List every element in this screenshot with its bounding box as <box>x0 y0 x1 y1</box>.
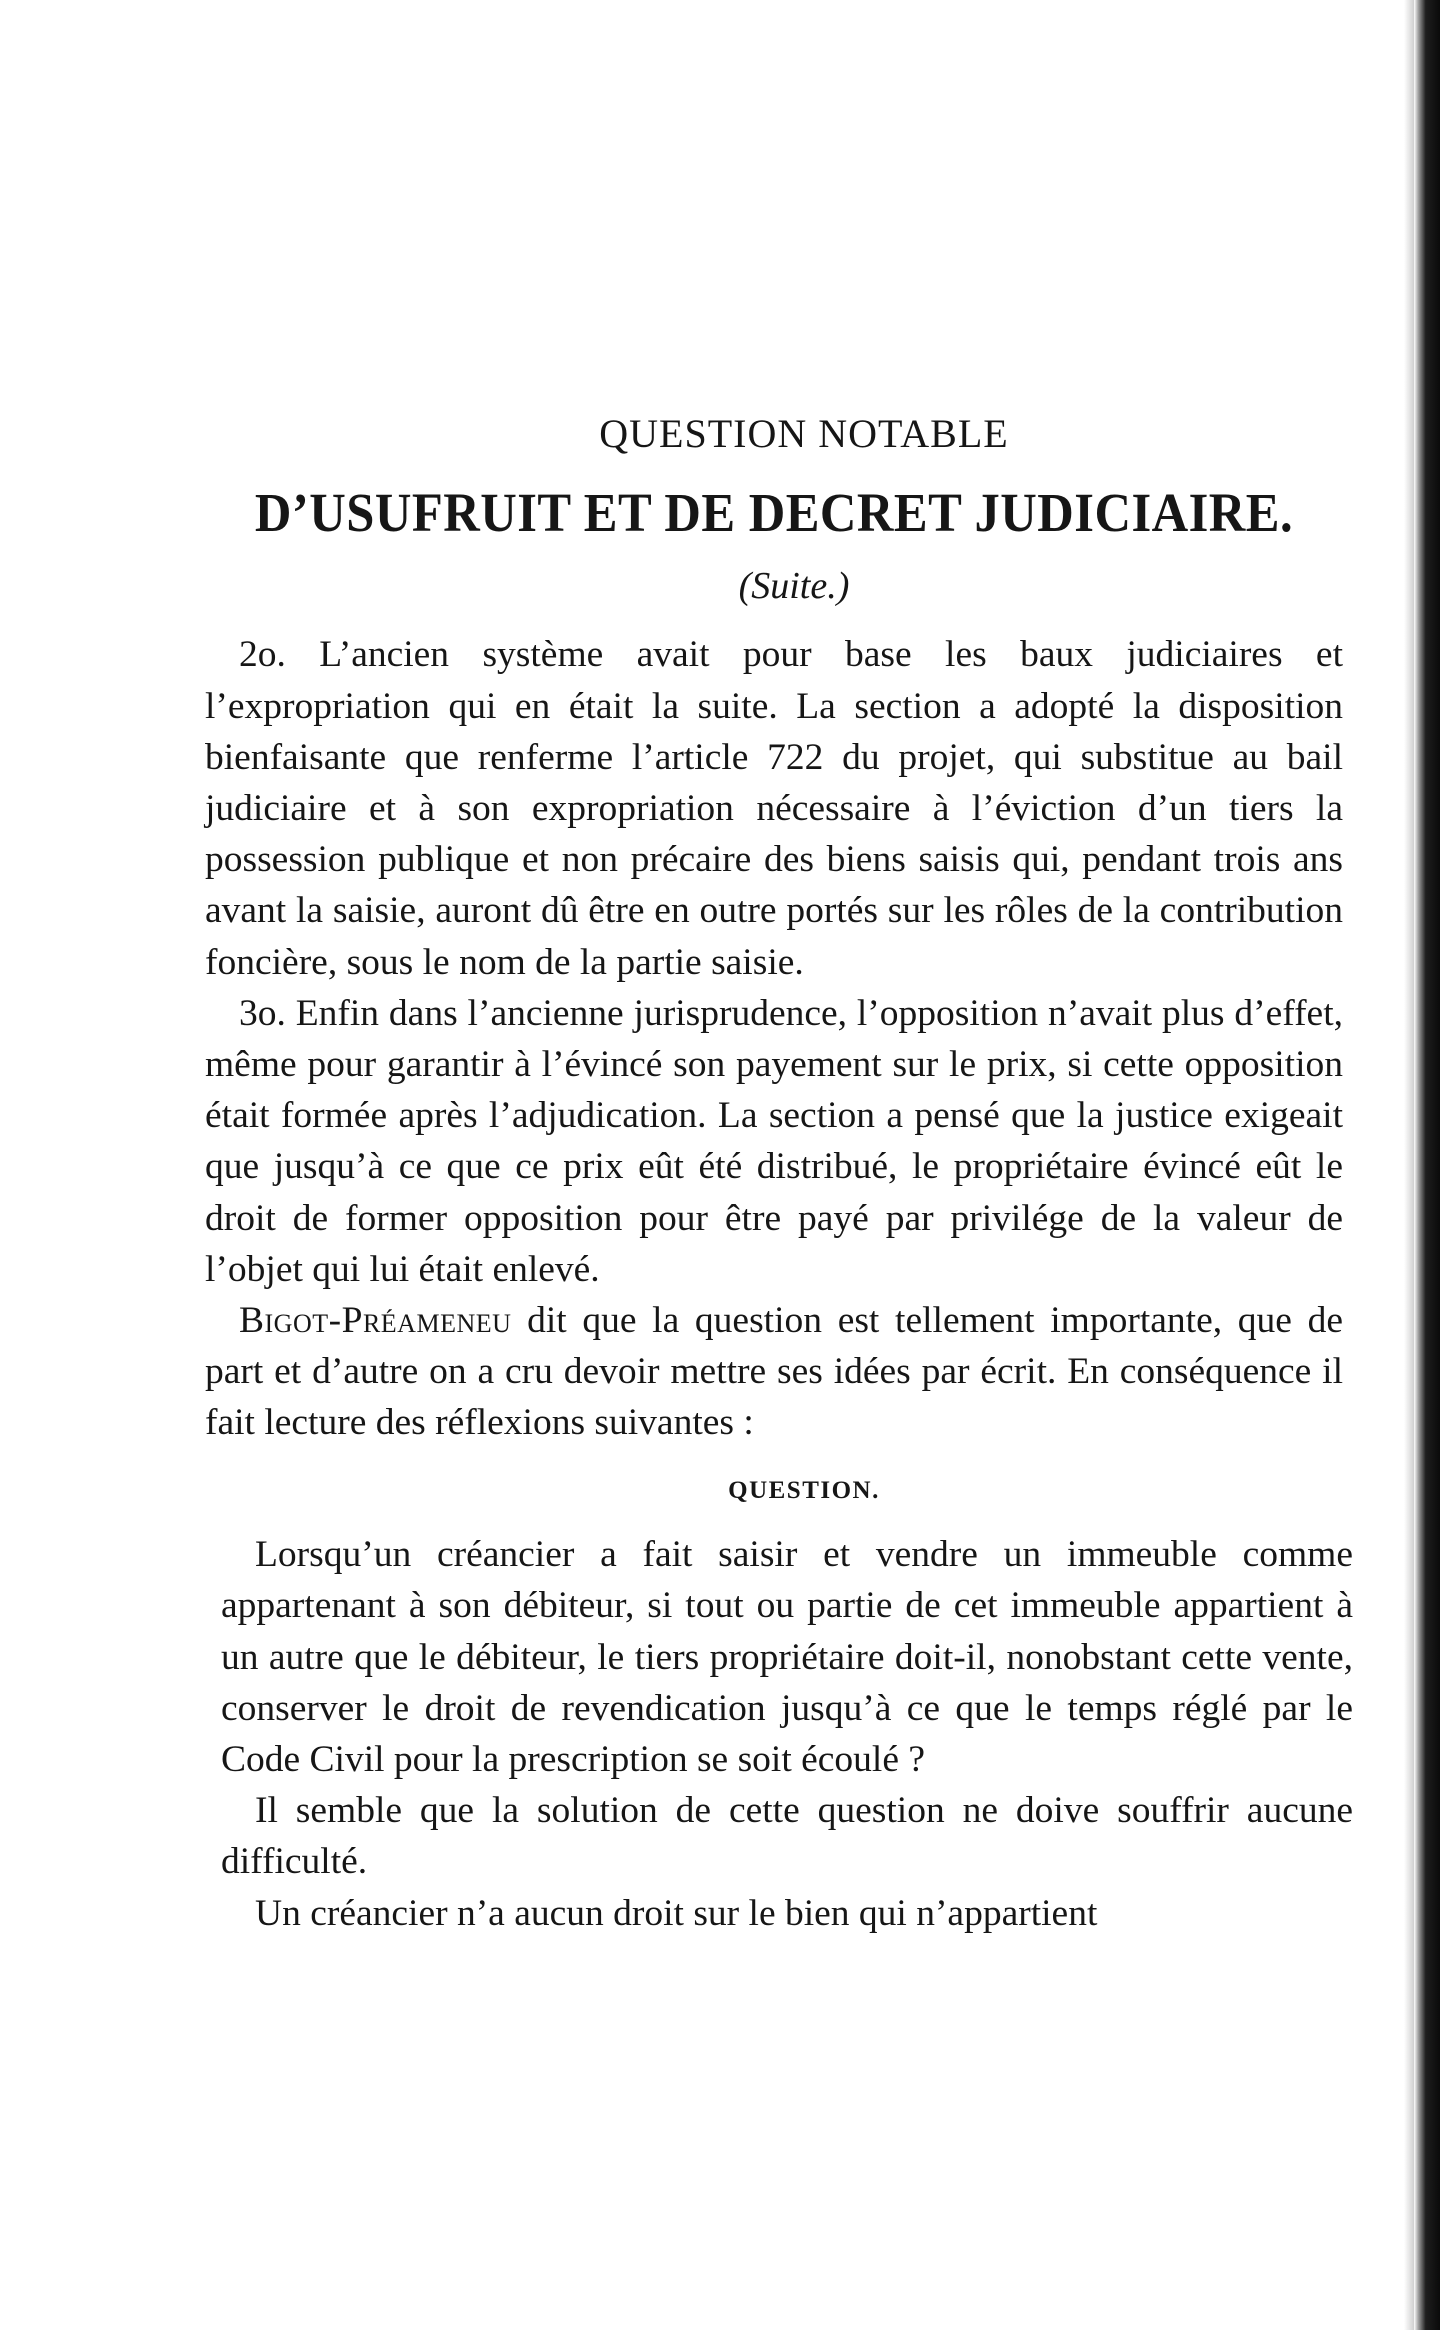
speaker-name: Bigot-Préameneu <box>239 1300 512 1342</box>
speaker-text: dit que la question est tellement importante, que de part et d’autre on a cru devoir mettre ses idées par écrit. En conséquence il fait lecture des réflexions suivantes : <box>205 1300 1343 1444</box>
paragraph-speaker <box>205 1295 1343 1449</box>
binding-shadow <box>1404 0 1414 2330</box>
paragraph-2o: 2o. L’ancien système avait pour base les baux judiciaires et l’expropriation qui en était la suite. La section a adopté la disposition bienfaisante que renferme l’article 722 du projet, qui substitue au bail judiciaire et à son expropriation nécessaire à l’éviction d’un tiers la possession publique et non précaire des biens saisis qui, pendant trois ans avant la saisie, auront dû être en outre portés sur les rôles de la contribution foncière, sous le nom de la partie saisie. <box>205 634 1343 983</box>
final-paragraph: Un créancier n’a aucun droit sur le bien qui n’appartient <box>255 1892 1098 1934</box>
question-paragraph: Lorsqu’un créancier a fait saisir et vendre un immeuble comme appartenant à son débiteur, si tout ou partie de cet immeuble appartient à un autre que le débiteur, le tiers propriétaire doit-il, nonobstant cette vente, conserver le droit de revendication jusqu’à ce que le temps réglé par le Code Civil pour la prescription se soit écoulé ? <box>221 1534 1353 1780</box>
text-block <box>205 410 1353 1939</box>
heading-small: QUESTION NOTABLE <box>599 411 1009 456</box>
question-block <box>205 1529 1353 1939</box>
section-label-question: QUESTION. <box>728 1476 880 1504</box>
heading-title: D’USUFRUIT ET DE DECRET JUDICIAIRE. <box>254 482 1294 543</box>
paragraph-3o: 3o. Enfin dans l’ancienne jurisprudence, l’opposition n’avait plus d’effet, même pour garantir à l’évincé son payement sur le prix, si cette opposition était formée après l’adjudication. La section a pensé que la justice exigeait que jusqu’à ce que ce prix eût été distribué, le propriétaire évincé eût le droit de former opposition pour être payé par privilége de la valeur de l’objet qui lui était enlevé. <box>205 992 1343 1290</box>
answer-paragraph: Il semble que la solution de cette question ne doive souffrir aucune difficulté. <box>221 1790 1353 1883</box>
binding-edge <box>1414 0 1440 2330</box>
heading-suite: (Suite.) <box>738 565 850 607</box>
